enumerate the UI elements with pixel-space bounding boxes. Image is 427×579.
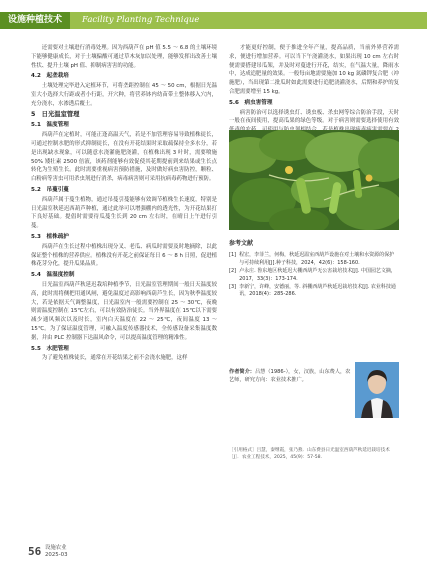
paragraph: 病害防治可以选择诱虫灯、诱虫板、杀虫网等综合防治手段，天时一般在夜间使用，提高瓜果的绿色等级。对于病害则需要选择使用有效 — [229, 109, 399, 125]
references-title: 参考文献 — [229, 240, 254, 247]
reference-number: [2] — [229, 268, 237, 275]
reference-item — [229, 284, 399, 299]
paragraph: 为了避免植株徒长，通常在开花结果之前不会浇水施肥，这样 — [41, 355, 188, 362]
zucchini-plant-image — [229, 130, 399, 230]
page-header — [0, 0, 427, 34]
reference-number: [3] — [229, 284, 237, 291]
reference-item — [229, 268, 399, 283]
author-portrait — [355, 362, 399, 418]
reference-text: 程宏，李菲兰，何梅，秋延迟温室西葫芦设施在对土壤和水资源的保护与可持续利用[J].种子科技，2024，42(6)：158-160. — [239, 252, 395, 266]
paragraph: 日光温室西葫芦秋延迟栽培种植季节，日光温室管理期间一般日天温度较高，此时需将侧把用通风闸，避免温度过高影响西葫芦生长，因为秋季温度较大，若是依据天气调整温度，日光温室内一般需要控制在 25 ～ 30℃，夜晚则需温度控制在 15℃左右，可以有效防治徒长。当外界温度在 15℃以下需要减少通风频次以及时长，室内白天温度在 22 ～ 25℃，夜间温度 13 ～ 15℃。为了保证温度管理，可融入温度传感器技术，全传感设备采集温度数据，并由 PLC 控制器下达温风命令，可以提高温度管理的精准性。 — [31, 281, 217, 341]
page-number: 56 — [28, 545, 42, 558]
paragraph: 西葫芦在定植时，可能正逢高温天气，若是不加管理容易导致植株徒长，可通过控制水肥的形式抑制徒长，在没有开花结果时采取疏保持全多水分，若是出现缺水现象，可以随意水浇灌施肥浇灌，在植株出现 3 叶时，需要喷施 50% 矮壮素 2500 倍液，该药剂能够有效促使其花期提前到来结果或生长点转化为生殖生长。此时需要重视病害预防措施，及时做好病虫害防控，颗粒、白粉病等害虫可用杀虫剂进行消杀，病毒病害则可采用抗病毒药物进行预防。 — [31, 132, 217, 183]
zucchini-photo — [229, 130, 399, 230]
paragraph: 西葫芦在生长过程中植株出现分叉、老瓜、病瓜时需要及时地摘除，以此保证整个植株的营养供应。植株没有开花之前保证每日 6 ～ 8 h 日照，促进植株花芽分化，提升瓜果品质。 — [31, 243, 217, 268]
paragraph: 土壤处理完毕进入定植环节，可将垄距控制在 45 ～ 50 cm，根据日光温室大小选择大行距或者小行距，开穴种，将营养钵内幼苗带土整体移入穴内，充分浇水，水渗透后覆土。 — [31, 83, 217, 107]
section-title-en: Facility Planting Technique — [82, 15, 200, 25]
paragraph: 西葫芦属于蔓生植物，通过吊蔓引蔓能够有效调节植株生长速度，特别是日光温室秋延迟西葫芦种植，通过此举可以增强棚内的透光性，为开花结果打下良好基础。提倡时需要待瓜蔓生长到 20 cm 左右时，在晴日上午进行引蔓。 — [31, 196, 217, 230]
author-label: 作者简介： — [229, 369, 255, 375]
section-title-cn: 设施种植技术 — [0, 12, 70, 29]
paragraph: 还需要对土壤进行消毒处理。因为西葫芦在 pH 值 5.5 ～ 6.8 的土壤环境下能够健康成长，对于土壤偏酸可通过草木灰加以处理，能够发挥出改善土壤性状、提升土壤 pH 值、抑制病害害的功能。 — [31, 45, 217, 69]
left-column — [31, 44, 217, 363]
references-section — [229, 240, 399, 300]
section-heading: 5.6 病虫害管理 — [229, 99, 273, 106]
journal-name: 设施农业 — [45, 545, 67, 551]
section-heading: 5 日光温室管理 — [31, 110, 80, 118]
author-info — [229, 368, 399, 384]
section-heading: 5.2 吊蔓引蔓 — [31, 186, 69, 193]
page-footer — [28, 545, 128, 567]
author-portrait-image — [355, 362, 399, 418]
paragraph: 才能更好控制，便于推进全年产量，提高品质，当前外界营养需求，便进行增加营养。可以当下午浇灌浇水，如果出现 10 cm 左右时便需要搭建吊瓜架，并及时对蔓进行开花，结实，在气温大量，降雨水中，达成追肥量的效果。一般每亩地需要施加 10 kg 氮磷钾复合肥（冲施肥），当出现第二批瓜时如此需要进行追肥浇灌浇水，后期和养护的复合肥需要增至 15 kg。 — [229, 45, 399, 95]
references-list — [229, 252, 399, 298]
reference-item — [229, 252, 399, 267]
reference-text: 李新宁，许峰，安德丽，等. 斜棚西葫芦秋延迟栽培技术[J]. 农业科技通讯，2018(4)：285-286. — [239, 284, 396, 298]
reference-number: [1] — [229, 252, 237, 259]
journal-info — [45, 545, 68, 559]
author-text: 吕慧（1986-），女，汉族，山东费人，农艺师，研究方向：农业技术推广。 — [229, 369, 351, 383]
section-heading: 5.1 温度管理 — [31, 122, 69, 129]
citation-format: ［引用格式］吕慧，秦继霞，张乃燕．山东费县日光温室西葫芦秋延迟栽培技术［J］．农业工程技术，2025，45(9)：57-58. — [229, 448, 390, 460]
reference-text: 卢永庄. 鲁东地区秋延迟大棚西葫芦无公害栽培技术[J]. 中国园艺文摘，2017，33(3)：173-174. — [239, 268, 396, 282]
section-heading: 5.3 植株疏护 — [31, 233, 69, 240]
section-heading: 5.5 水肥管理 — [31, 345, 69, 352]
section-heading: 4.2 起垄栽培 — [31, 73, 69, 80]
journal-issue: 2025-03 — [45, 552, 68, 558]
section-heading: 5.4 温湿度控制 — [31, 272, 75, 279]
